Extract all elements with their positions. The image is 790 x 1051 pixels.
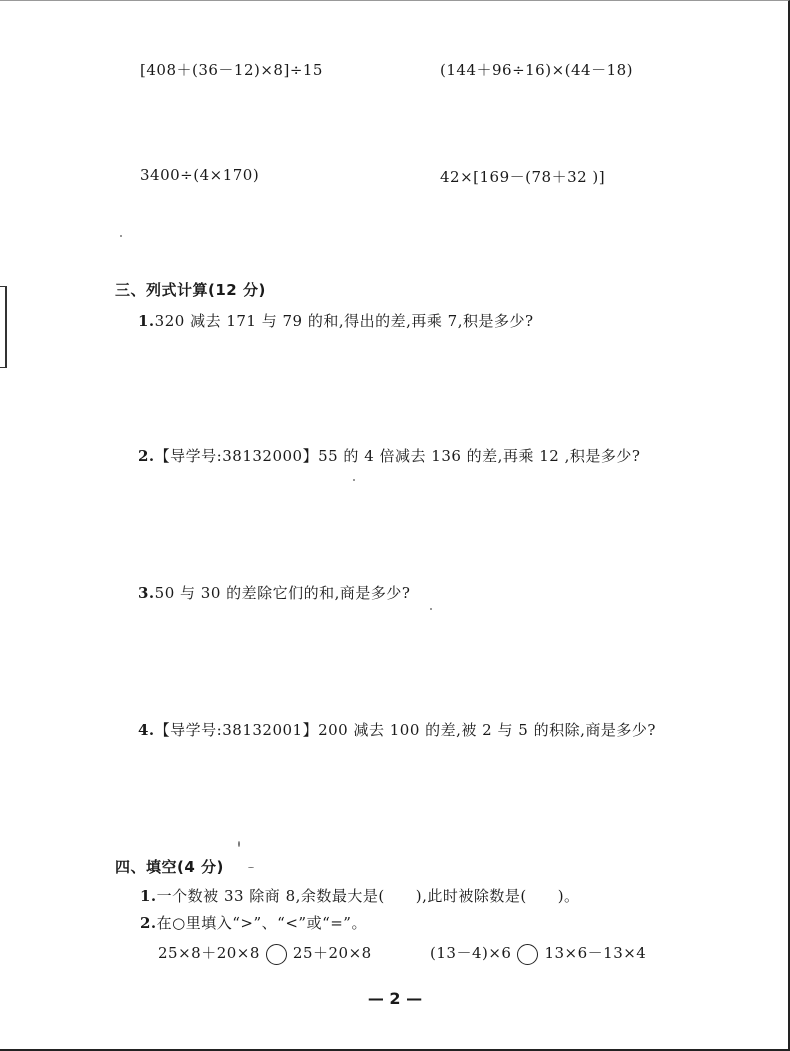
expression-3: 3400÷(4×170) [140, 166, 260, 184]
fill-in-question-1 [140, 885, 580, 906]
list-item [138, 310, 534, 331]
item-number: 4. [138, 721, 155, 739]
item-text: 【导学号:38132000】55 的 4 倍减去 136 的差,再乘 12 ,积是多少? [154, 447, 641, 465]
question-text: 一个数被 33 除商 8,余数最大是( ),此时被除数是( )。 [156, 887, 580, 905]
print-speck [238, 841, 240, 847]
item-number: 1. [138, 312, 155, 330]
item-text: 【导学号:38132001】200 减去 100 的差,被 2 与 5 的积除,商是多少? [154, 721, 656, 739]
comparison-left [158, 942, 372, 965]
list-item [138, 719, 656, 740]
item-number: 1. [140, 887, 157, 905]
expression-2: (144＋96÷16)×(44－18) [440, 61, 634, 79]
print-speck [430, 608, 432, 610]
compare-expression: 13×6－13×4 [544, 944, 647, 962]
expression-4: 42×[169－(78＋32 )] [440, 168, 606, 186]
binding-mark [0, 286, 7, 368]
item-text: 50 与 30 的差除它们的和,商是多少? [154, 584, 411, 602]
item-number: 2. [140, 914, 157, 932]
print-speck [248, 867, 254, 868]
question-text: 在○里填入“>”、“<”或“=”。 [156, 914, 367, 932]
print-speck [120, 235, 122, 237]
answer-circle[interactable] [266, 944, 287, 965]
section-3-heading: 三、列式计算(12 分) [115, 281, 266, 299]
compare-expression: (13－4)×6 [430, 944, 512, 962]
list-item [138, 445, 640, 466]
comparison-right [430, 942, 646, 965]
answer-circle[interactable] [517, 944, 538, 965]
compare-expression: 25＋20×8 [292, 944, 372, 962]
list-item [138, 582, 410, 603]
item-number: 3. [138, 584, 155, 602]
print-speck [353, 479, 355, 481]
fill-in-question-2 [140, 912, 367, 933]
page-number: — 2 — [367, 989, 423, 1008]
section-4-heading: 四、填空(4 分) [115, 858, 224, 876]
expression-1: [408＋(36－12)×8]÷15 [140, 61, 323, 79]
item-text: 320 减去 171 与 79 的和,得出的差,再乘 7,积是多少? [154, 312, 534, 330]
compare-expression: 25×8＋20×8 [158, 944, 260, 962]
item-number: 2. [138, 447, 155, 465]
